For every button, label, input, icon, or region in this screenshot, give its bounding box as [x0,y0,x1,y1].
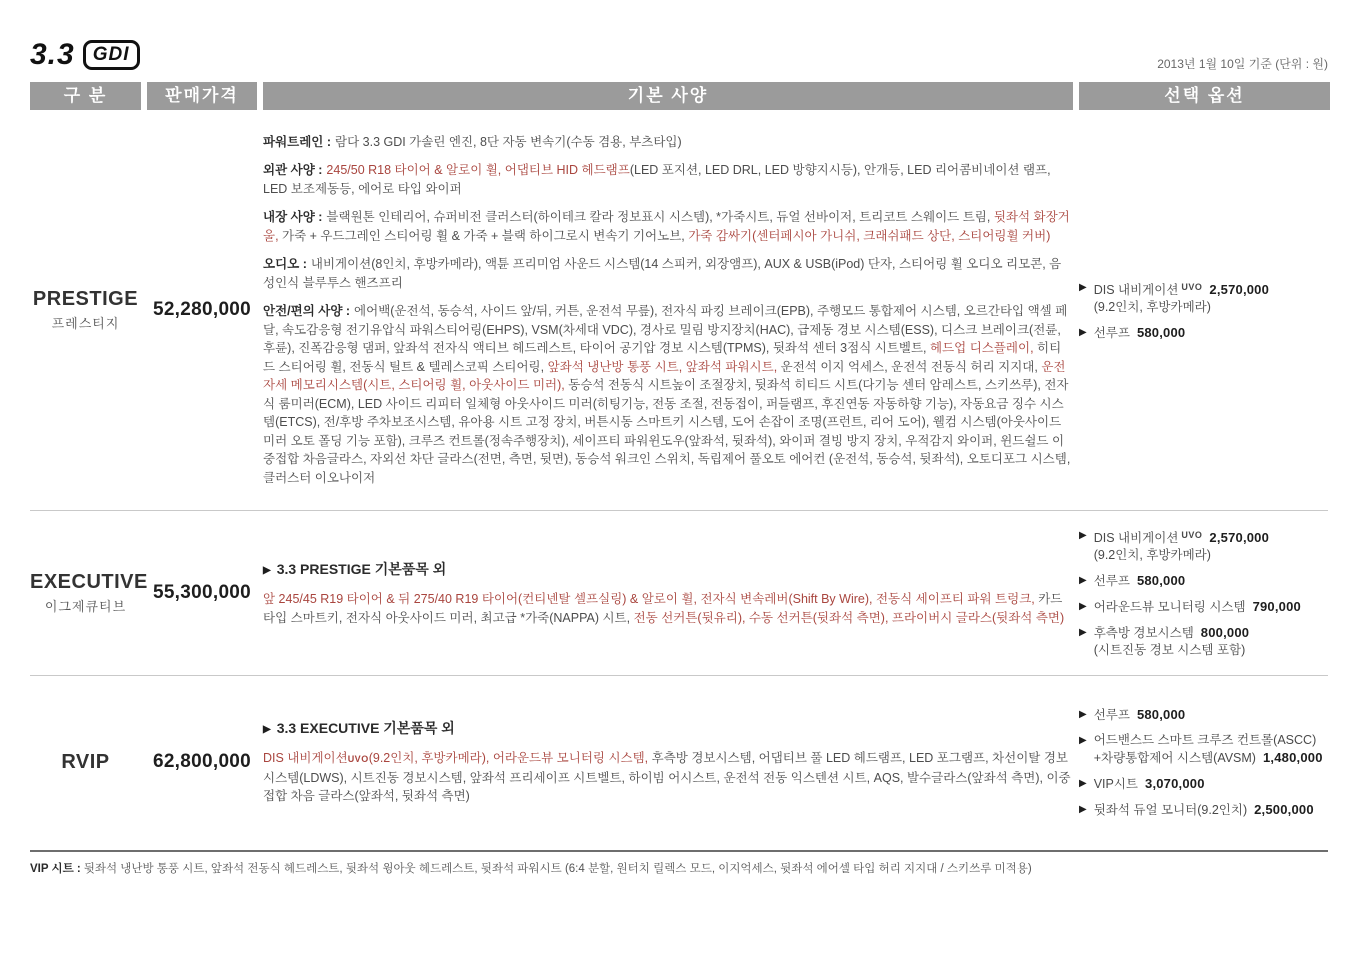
added-spec-text [263,749,1073,806]
spec-text-segment: 운전자세 메모리시스템(시트, 스티어링 휠, 아웃사이드 미러), [263,359,1066,393]
option-price: 580,000 [1136,706,1186,722]
column-header-category: 구 분 [30,82,141,110]
spec-text-segment: 히티드 스티어링 휠, 전동식 틸트 & 텔레스코픽 스티어링, [263,341,1062,374]
option-item [1079,324,1330,342]
table-row-rvip [30,675,1328,848]
uvo-logo: UVO [1181,281,1203,292]
uvo-logo: UVO [1181,530,1203,540]
spec-block [263,133,1073,152]
spec-text-segment: 가죽 + 우드그레인 스티어링 휠 & 가죽 + 블랙 하이그로시 변속기 기어노브, [278,228,689,243]
option-item [1079,801,1330,819]
table-header-row [30,82,1328,110]
spec-block [263,208,1073,245]
option-price: 580,000 [1136,324,1186,340]
base-package-note-text: 3.3 PRESTIGE 기본품목 외 [276,561,447,577]
spec-block [263,749,1073,806]
engine-logo [30,38,140,72]
option-item [1079,732,1330,767]
option-price: 3,070,000 [1145,775,1205,791]
spec-category-label: 안전/편의 사양 : [263,304,351,319]
option-item [1079,706,1330,724]
spec-block [263,590,1073,627]
spec-text-segment: 앞 245/45 R19 타이어 & 뒤 275/40 R19 타이어(컨티넨탈 셀프실링) & 알로이 휠, 전자식 변속레버(Shift By Wire), 전동식 세이프티 파워 트렁크, [263,592,1035,606]
option-name: VIP시트 [1093,776,1139,791]
option-body [1094,801,1330,819]
footnote-text: 뒷좌석 냉난방 통풍 시트, 앞좌석 전동식 헤드레스트, 뒷좌석 윙아웃 헤드레스트, 뒷좌석 파워시트 (6:4 분할, 원터치 릴렉스 모드, 이지억세스, 뒷좌석 에어셀 타입 허리 지지대 / 스키쓰루 미적용) [83,863,1032,875]
trim-name-en: EXECUTIVE [30,571,148,593]
option-item [1079,624,1330,659]
option-name: 어드밴스드 스마트 크루즈 컨트롤(ASCC) [1093,732,1317,747]
spec-text-segment: 헤드업 디스플레이, [930,341,1034,356]
option-body [1094,324,1330,342]
bullet-arrow-icon: ▶ [1079,530,1087,541]
option-name: 어라운드뷰 모니터링 시스템 [1093,600,1246,614]
option-item [1079,527,1330,564]
spec-text-segment: 가죽 감싸기(센터페시아 가니쉬, 크래쉬패드 상단, 스티어링휠 커버) [688,228,1051,243]
spec-text-segment: 내비게이션(8인치, 후방카메라), 액튠 프리미엄 사운드 시스템(14 스피커, 외장앰프), AUX & USB(iPod) 단자, 스티어링 휠 오디오 리모콘, 음성인식 블루투스 핸즈프리 [263,257,1062,290]
gdi-badge: GDI [83,40,140,70]
bullet-arrow-icon: ▶ [1079,575,1087,586]
option-name: 선루프 [1093,325,1130,340]
base-spec-cell [263,119,1073,502]
spec-text-segment: 람다 3.3 GDI 가솔린 엔진, 8단 자동 변속기(수동 겸용, 부츠타입) [335,134,682,149]
column-header-price: 판매가격 [147,82,257,110]
options-cell [1079,519,1330,667]
option-price: 790,000 [1252,599,1301,614]
spec-text-segment: 에어백(운전석, 동승석, 사이드 앞/뒤, 커튼, 운전석 무릎), 전자식 파킹 브레이크(EPB), 주행모드 통합제어 시스템, 오르간타입 액셀 페달, 속도감응형 전기유압식 파워스티어링(EHPS), VSM(차세대 VDC), 경사로 밀림 방지장치(HAC), 급제동 경보 시스템(ESS), 디스크 브레이크(전륜, 후륜), 진폭감응형 댐퍼, 앞좌석 전자식 액티브 헤드레스트, 타이어 공기압 경보 시스템(TPMS), 뒷좌석 센터 3점식 시트벨트, [263,304,1068,356]
bullet-arrow-icon: ▶ [263,724,271,736]
option-body [1094,624,1330,659]
spec-category-label: 오디오 : [263,257,307,272]
trim-name-ko: 이그제큐티브 [44,599,127,614]
option-item [1079,598,1330,616]
trim-name-en: PRESTIGE [32,288,139,310]
spec-block [263,255,1073,292]
top-bar [30,38,1328,72]
trim-name-cell [30,751,141,774]
price-sheet-page [0,38,1358,877]
option-price: 1,480,000 [1262,749,1323,765]
bullet-arrow-icon: ▶ [1079,803,1087,815]
date-basis-note: 2013년 1월 10일 기준 (단위 : 원) [1157,57,1328,71]
spec-block [263,302,1073,487]
option-note: (시트진동 경보 시스템 포함) [1093,643,1246,657]
table-row-executive [30,510,1328,675]
column-header-base-spec: 기본 사양 [263,82,1073,110]
spec-text-segment: 운전석 이지 억세스, 운전석 전동식 허리 지지대, [777,359,1042,374]
trim-price-cell [147,299,257,321]
option-price: 2,500,000 [1254,801,1314,817]
trim-name-ko: 프레스티지 [51,316,120,331]
option-body [1094,775,1330,793]
bullet-arrow-icon: ▶ [1079,734,1087,746]
spec-text-segment: 앞좌석 냉난방 통풍 시트, 앞좌석 파워시트, [547,359,778,374]
bullet-arrow-icon: ▶ [263,565,271,576]
options-cell [1079,698,1330,827]
bullet-arrow-icon: ▶ [1079,281,1087,293]
option-name: 뒷좌석 듀얼 모니터(9.2인치) [1093,802,1248,817]
option-name: 후측방 경보시스템 [1093,626,1194,640]
bullet-arrow-icon: ▶ [1079,708,1087,720]
trim-price: 55,300,000 [152,582,252,603]
column-header-options: 선택 옵션 [1079,82,1330,110]
footnote [30,850,1328,877]
trim-name-cell [30,571,148,615]
option-body [1094,732,1330,767]
option-note: +차량통합제어 시스템(AVSM) [1093,750,1256,765]
bullet-arrow-icon: ▶ [1079,601,1087,612]
footnote-label: VIP 시트 : [30,863,81,875]
spec-category-label: 파워트레인 : [263,134,332,149]
spec-text-segment: (LED 포지션, LED DRL, LED 방향지시등), 안개등, LED 리어콤비네이션 램프, LED 보조제동등, 에어로 타입 와이퍼 [263,163,1051,196]
option-body [1094,706,1330,724]
base-spec-cell [263,545,1073,641]
options-cell [1079,271,1330,350]
base-spec-cell [263,704,1073,820]
spec-text-segment: 후측방 경보시스템, 어댑티브 풀 LED 헤드램프, LED 포그램프, 차선이탈 경보시스템(LDWS), 시트진동 경보시스템, 앞좌석 프리세이프 시트벨트, 하이빔 어시스트, 운전석 전동 익스텐션 시트, AQS, 발수글라스(앞좌석 측면), 이중접합 차음 글라스(앞좌석, 뒷좌석 측면) [263,751,1071,804]
bullet-arrow-icon: ▶ [1079,627,1087,638]
option-body [1094,527,1330,564]
base-package-note-text: 3.3 EXECUTIVE 기본품목 외 [276,720,455,737]
bullet-arrow-icon: ▶ [1079,326,1087,338]
base-package-note [263,718,1073,738]
option-name: DIS 내비게이션 [1093,531,1179,545]
trim-price-cell [147,751,257,773]
spec-category-label: 외관 사양 : [263,163,323,178]
spec-text-segment: DIS 내비게이션 [263,751,348,766]
option-body [1094,598,1330,616]
option-item [1079,279,1330,316]
option-name: 선루프 [1093,574,1130,588]
trim-price: 52,280,000 [152,299,252,320]
option-item [1079,775,1330,793]
uvo-logo: UVO [347,754,369,765]
option-price: 580,000 [1136,573,1186,588]
option-name: DIS 내비게이션 [1093,282,1179,297]
trim-price-cell [147,582,257,604]
option-price: 800,000 [1200,625,1250,640]
spec-text-segment: 뒷좌석 화장거울, [263,210,1070,243]
base-package-note [263,559,1073,579]
option-body [1094,279,1330,316]
bullet-arrow-icon: ▶ [1079,777,1087,789]
spec-text-segment: (9.2인치, 후방카메라), 어라운드뷰 모니터링 시스템, [368,751,649,766]
added-spec-text [263,590,1073,627]
engine-displacement-label: 3.3 [30,38,75,71]
option-note: (9.2인치, 후방카메라) [1093,299,1211,314]
trim-price: 62,800,000 [152,751,252,772]
option-body [1094,572,1330,590]
trim-name-en: RVIP [61,750,110,773]
table-row-prestige [30,110,1328,510]
spec-text-segment: 전동 선커튼(뒷유리), 수동 선커튼(뒷좌석 측면), 프라이버시 글라스(뒷좌석 측면) [633,610,1065,625]
option-price: 2,570,000 [1209,281,1270,297]
spec-text-segment: 245/50 R18 타이어 & 알로이 휠, 어댑티브 HID 헤드램프 [326,163,630,178]
option-note: (9.2인치, 후방카메라) [1093,548,1211,562]
spec-text-segment: 동승석 전동식 시트높이 조절장치, 뒷좌석 히티드 시트(다기능 센터 암레스트, 스키쓰루), 전자식 룸미러(ECM), LED 사이드 리피터 일체형 아웃사이드 미러(히팅기능, 전동 조절, 전동접이, 퍼들램프, 후진연동 자동하향 기능), 자동요금 징수 시스템(ETCS), 전/후방 주차보조시스템, 유아용 시트 고정 장치, 버튼시동 스마트키 시스템, 도어 손잡이 조명(프런트, 리어 도어), 웰컴 시스템(아웃사이드 미러 오토 폴딩 기능 포함), 크루즈 컨트롤(정속주행장치), 세이프티 파워윈도우(앞좌석, 뒷좌석), 와이퍼 결빙 방지 장치, 우적감지 와이퍼, 윈드쉴드 이중접합 차음글라스, 자외선 차단 글라스(전면, 측면, 뒷면), 동승석 워크인 스위치, 독립제어 풀오토 에어컨 (운전석, 동승석, 뒷좌석), 오토디포그 시스템, 클러스터 이오나이저 [263,378,1071,485]
spec-category-label: 내장 사양 : [263,210,323,225]
spec-text-segment: 카드타입 스마트키, 전자식 아웃사이드 미러, 최고급 *가죽(NAPPA) 시트, [263,592,1063,625]
option-name: 선루프 [1093,707,1130,722]
option-price: 2,570,000 [1209,530,1270,545]
spec-block [263,161,1073,198]
option-item [1079,572,1330,590]
trim-name-cell [30,288,141,332]
spec-text-segment: 블랙원톤 인테리어, 슈퍼비전 클러스터(하이테크 칼라 정보표시 시스템), *가죽시트, 듀얼 선바이저, 트리코트 스웨이드 트림, [326,210,994,225]
